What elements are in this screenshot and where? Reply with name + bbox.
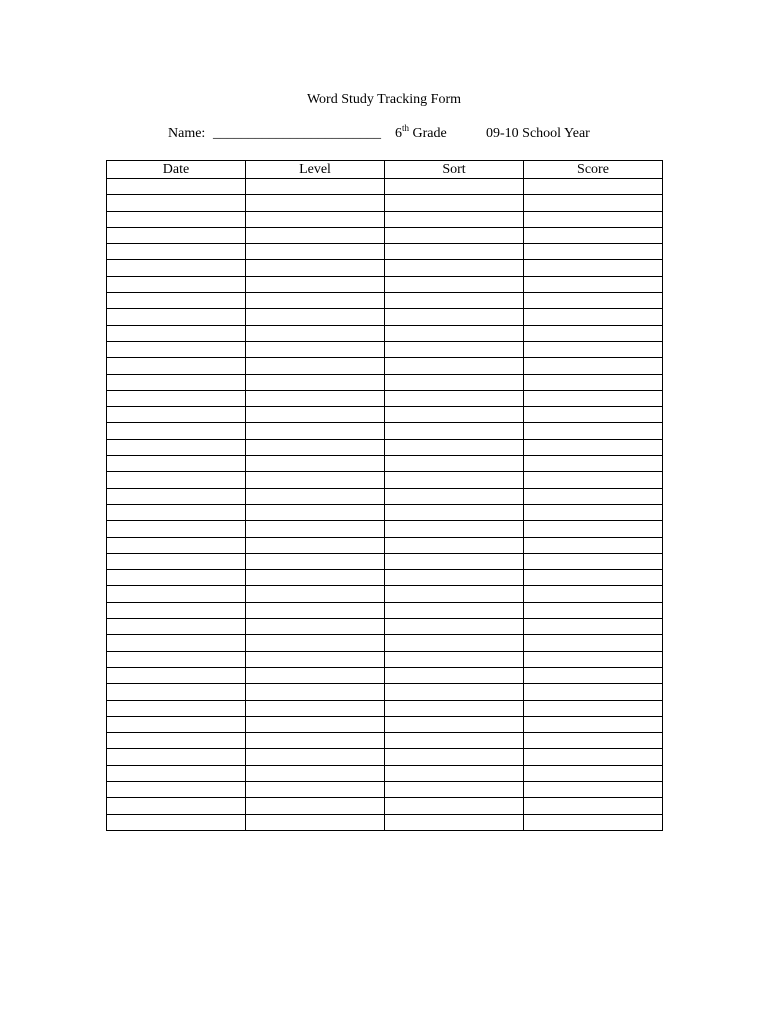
table-cell-sort bbox=[385, 341, 524, 357]
table-row bbox=[107, 570, 663, 586]
table-cell-date bbox=[107, 195, 246, 211]
table-cell-score bbox=[524, 521, 663, 537]
table-cell-score bbox=[524, 341, 663, 357]
table-row bbox=[107, 179, 663, 195]
table-cell-sort bbox=[385, 439, 524, 455]
table-cell-date bbox=[107, 260, 246, 276]
grade-word: Grade bbox=[412, 126, 447, 141]
table-row bbox=[107, 195, 663, 211]
table-cell-date bbox=[107, 733, 246, 749]
table-cell-sort bbox=[385, 700, 524, 716]
table-row bbox=[107, 537, 663, 553]
table-cell-sort bbox=[385, 423, 524, 439]
table-cell-score bbox=[524, 325, 663, 341]
table-cell-sort bbox=[385, 586, 524, 602]
table-row bbox=[107, 781, 663, 797]
table-header-row bbox=[107, 161, 663, 179]
table-cell-date bbox=[107, 521, 246, 537]
table-cell-score bbox=[524, 358, 663, 374]
table-cell-level bbox=[246, 325, 385, 341]
table-cell-score bbox=[524, 195, 663, 211]
table-cell-level bbox=[246, 667, 385, 683]
table-cell-level bbox=[246, 553, 385, 569]
name-blank-line: ________________________ bbox=[213, 126, 381, 141]
table-cell-sort bbox=[385, 472, 524, 488]
table-cell-sort bbox=[385, 244, 524, 260]
table-cell-level bbox=[246, 651, 385, 667]
table-cell-level bbox=[246, 537, 385, 553]
table-cell-date bbox=[107, 781, 246, 797]
table-cell-sort bbox=[385, 325, 524, 341]
table-cell-sort bbox=[385, 276, 524, 292]
table-cell-sort bbox=[385, 521, 524, 537]
table-cell-level bbox=[246, 488, 385, 504]
table-cell-level bbox=[246, 374, 385, 390]
table-cell-date bbox=[107, 309, 246, 325]
table-row bbox=[107, 684, 663, 700]
table-cell-date bbox=[107, 439, 246, 455]
table-row bbox=[107, 602, 663, 618]
table-cell-level bbox=[246, 244, 385, 260]
table-cell-score bbox=[524, 684, 663, 700]
table-cell-sort bbox=[385, 684, 524, 700]
table-cell-score bbox=[524, 504, 663, 520]
table-cell-sort bbox=[385, 488, 524, 504]
table-cell-date bbox=[107, 586, 246, 602]
table-cell-sort bbox=[385, 293, 524, 309]
table-row bbox=[107, 488, 663, 504]
table-cell-score bbox=[524, 602, 663, 618]
table-cell-date bbox=[107, 651, 246, 667]
table-cell-level bbox=[246, 358, 385, 374]
table-cell-score bbox=[524, 472, 663, 488]
table-cell-level bbox=[246, 423, 385, 439]
table-cell-sort bbox=[385, 456, 524, 472]
table-body bbox=[107, 179, 663, 831]
table-row bbox=[107, 293, 663, 309]
table-cell-level bbox=[246, 390, 385, 406]
table-row bbox=[107, 716, 663, 732]
table-cell-date bbox=[107, 619, 246, 635]
table-cell-date bbox=[107, 765, 246, 781]
table-cell-sort bbox=[385, 716, 524, 732]
column-header-date: Date bbox=[107, 161, 246, 179]
table-cell-level bbox=[246, 472, 385, 488]
table-cell-sort bbox=[385, 537, 524, 553]
table-cell-level bbox=[246, 276, 385, 292]
table-cell-date bbox=[107, 667, 246, 683]
name-label: Name: bbox=[168, 126, 206, 141]
table-row bbox=[107, 439, 663, 455]
table-cell-sort bbox=[385, 667, 524, 683]
table-cell-level bbox=[246, 195, 385, 211]
table-cell-date bbox=[107, 244, 246, 260]
column-header-level: Level bbox=[246, 161, 385, 179]
table-cell-level bbox=[246, 211, 385, 227]
table-cell-date bbox=[107, 456, 246, 472]
table-cell-level bbox=[246, 179, 385, 195]
table-cell-score bbox=[524, 488, 663, 504]
table-cell-date bbox=[107, 325, 246, 341]
table-cell-level bbox=[246, 749, 385, 765]
table-cell-date bbox=[107, 488, 246, 504]
table-row bbox=[107, 765, 663, 781]
table-cell-score bbox=[524, 211, 663, 227]
table-cell-score bbox=[524, 276, 663, 292]
table-row bbox=[107, 619, 663, 635]
table-cell-sort bbox=[385, 260, 524, 276]
table-cell-score bbox=[524, 423, 663, 439]
table-row bbox=[107, 390, 663, 406]
table-cell-level bbox=[246, 293, 385, 309]
column-header-score: Score bbox=[524, 161, 663, 179]
table-cell-score bbox=[524, 293, 663, 309]
table-cell-sort bbox=[385, 602, 524, 618]
table-cell-sort bbox=[385, 651, 524, 667]
table-cell-date bbox=[107, 276, 246, 292]
table-row bbox=[107, 325, 663, 341]
grade-number: 6 bbox=[395, 126, 402, 141]
table-cell-score bbox=[524, 227, 663, 243]
table-cell-score bbox=[524, 456, 663, 472]
table-row bbox=[107, 472, 663, 488]
table-row bbox=[107, 456, 663, 472]
table-cell-level bbox=[246, 602, 385, 618]
table-cell-score bbox=[524, 667, 663, 683]
table-cell-score bbox=[524, 407, 663, 423]
table-cell-date bbox=[107, 749, 246, 765]
table-cell-level bbox=[246, 716, 385, 732]
table-cell-score bbox=[524, 749, 663, 765]
table-cell-level bbox=[246, 407, 385, 423]
form-title: Word Study Tracking Form bbox=[306, 92, 462, 107]
table-cell-score bbox=[524, 814, 663, 830]
table-cell-date bbox=[107, 227, 246, 243]
table-cell-score bbox=[524, 733, 663, 749]
table-cell-level bbox=[246, 586, 385, 602]
table-cell-sort bbox=[385, 227, 524, 243]
table-cell-level bbox=[246, 521, 385, 537]
table-row bbox=[107, 227, 663, 243]
table-cell-level bbox=[246, 341, 385, 357]
table-cell-level bbox=[246, 439, 385, 455]
table-cell-date bbox=[107, 798, 246, 814]
table-row bbox=[107, 358, 663, 374]
table-cell-score bbox=[524, 244, 663, 260]
table-cell-sort bbox=[385, 781, 524, 797]
table-cell-sort bbox=[385, 749, 524, 765]
table-row bbox=[107, 211, 663, 227]
table-cell-level bbox=[246, 619, 385, 635]
table-cell-level bbox=[246, 733, 385, 749]
table-cell-sort bbox=[385, 195, 524, 211]
table-cell-level bbox=[246, 309, 385, 325]
table-cell-level bbox=[246, 260, 385, 276]
table-cell-sort bbox=[385, 309, 524, 325]
table-cell-date bbox=[107, 358, 246, 374]
tracking-table bbox=[106, 160, 663, 831]
table-cell-date bbox=[107, 570, 246, 586]
table-cell-sort bbox=[385, 179, 524, 195]
table-cell-score bbox=[524, 635, 663, 651]
table-row bbox=[107, 749, 663, 765]
table-cell-score bbox=[524, 439, 663, 455]
table-cell-date bbox=[107, 602, 246, 618]
table-cell-sort bbox=[385, 374, 524, 390]
table-cell-level bbox=[246, 700, 385, 716]
table-cell-level bbox=[246, 798, 385, 814]
table-row bbox=[107, 260, 663, 276]
table-cell-score bbox=[524, 651, 663, 667]
table-cell-date bbox=[107, 341, 246, 357]
table-row bbox=[107, 553, 663, 569]
table-row bbox=[107, 407, 663, 423]
table-cell-sort bbox=[385, 553, 524, 569]
table-cell-date bbox=[107, 814, 246, 830]
table-row bbox=[107, 667, 663, 683]
table-cell-level bbox=[246, 765, 385, 781]
table-row bbox=[107, 651, 663, 667]
table-cell-sort bbox=[385, 814, 524, 830]
table-row bbox=[107, 309, 663, 325]
table-cell-score bbox=[524, 570, 663, 586]
table-cell-level bbox=[246, 684, 385, 700]
table-row bbox=[107, 635, 663, 651]
table-cell-sort bbox=[385, 211, 524, 227]
table-cell-level bbox=[246, 456, 385, 472]
table-cell-sort bbox=[385, 570, 524, 586]
table-cell-date bbox=[107, 684, 246, 700]
table-cell-date bbox=[107, 374, 246, 390]
table-row bbox=[107, 276, 663, 292]
table-row bbox=[107, 423, 663, 439]
table-cell-level bbox=[246, 635, 385, 651]
table-cell-score bbox=[524, 781, 663, 797]
table-cell-level bbox=[246, 781, 385, 797]
table-cell-level bbox=[246, 504, 385, 520]
table-cell-sort bbox=[385, 358, 524, 374]
table-cell-date bbox=[107, 553, 246, 569]
table-cell-sort bbox=[385, 504, 524, 520]
table-cell-date bbox=[107, 504, 246, 520]
table-cell-score bbox=[524, 586, 663, 602]
table-cell-date bbox=[107, 293, 246, 309]
table-cell-date bbox=[107, 211, 246, 227]
table-cell-score bbox=[524, 765, 663, 781]
table-row bbox=[107, 733, 663, 749]
table-cell-sort bbox=[385, 798, 524, 814]
table-cell-score bbox=[524, 260, 663, 276]
table-cell-score bbox=[524, 619, 663, 635]
table-cell-date bbox=[107, 700, 246, 716]
table-cell-sort bbox=[385, 765, 524, 781]
table-cell-score bbox=[524, 374, 663, 390]
table-cell-date bbox=[107, 635, 246, 651]
table-cell-date bbox=[107, 472, 246, 488]
table-cell-level bbox=[246, 227, 385, 243]
table-cell-score bbox=[524, 537, 663, 553]
table-cell-score bbox=[524, 309, 663, 325]
table-cell-sort bbox=[385, 390, 524, 406]
column-header-sort: Sort bbox=[385, 161, 524, 179]
table-row bbox=[107, 521, 663, 537]
table-cell-date bbox=[107, 423, 246, 439]
table-cell-score bbox=[524, 716, 663, 732]
table-cell-level bbox=[246, 814, 385, 830]
table-row bbox=[107, 700, 663, 716]
table-cell-sort bbox=[385, 635, 524, 651]
grade-suffix: th bbox=[402, 123, 410, 133]
table-cell-score bbox=[524, 700, 663, 716]
table-row bbox=[107, 586, 663, 602]
table-cell-score bbox=[524, 798, 663, 814]
school-year-label: 09-10 School Year bbox=[486, 126, 590, 141]
table-cell-level bbox=[246, 570, 385, 586]
table-cell-date bbox=[107, 179, 246, 195]
table-cell-sort bbox=[385, 619, 524, 635]
table-cell-date bbox=[107, 407, 246, 423]
table-row bbox=[107, 374, 663, 390]
table-cell-score bbox=[524, 390, 663, 406]
table-cell-date bbox=[107, 716, 246, 732]
table-row bbox=[107, 341, 663, 357]
table-row bbox=[107, 244, 663, 260]
table-cell-date bbox=[107, 537, 246, 553]
table-cell-score bbox=[524, 179, 663, 195]
table-row bbox=[107, 814, 663, 830]
table-row bbox=[107, 504, 663, 520]
table-cell-score bbox=[524, 553, 663, 569]
table-cell-sort bbox=[385, 733, 524, 749]
grade-label bbox=[395, 124, 447, 144]
table-row bbox=[107, 798, 663, 814]
table-cell-sort bbox=[385, 407, 524, 423]
table-cell-date bbox=[107, 390, 246, 406]
